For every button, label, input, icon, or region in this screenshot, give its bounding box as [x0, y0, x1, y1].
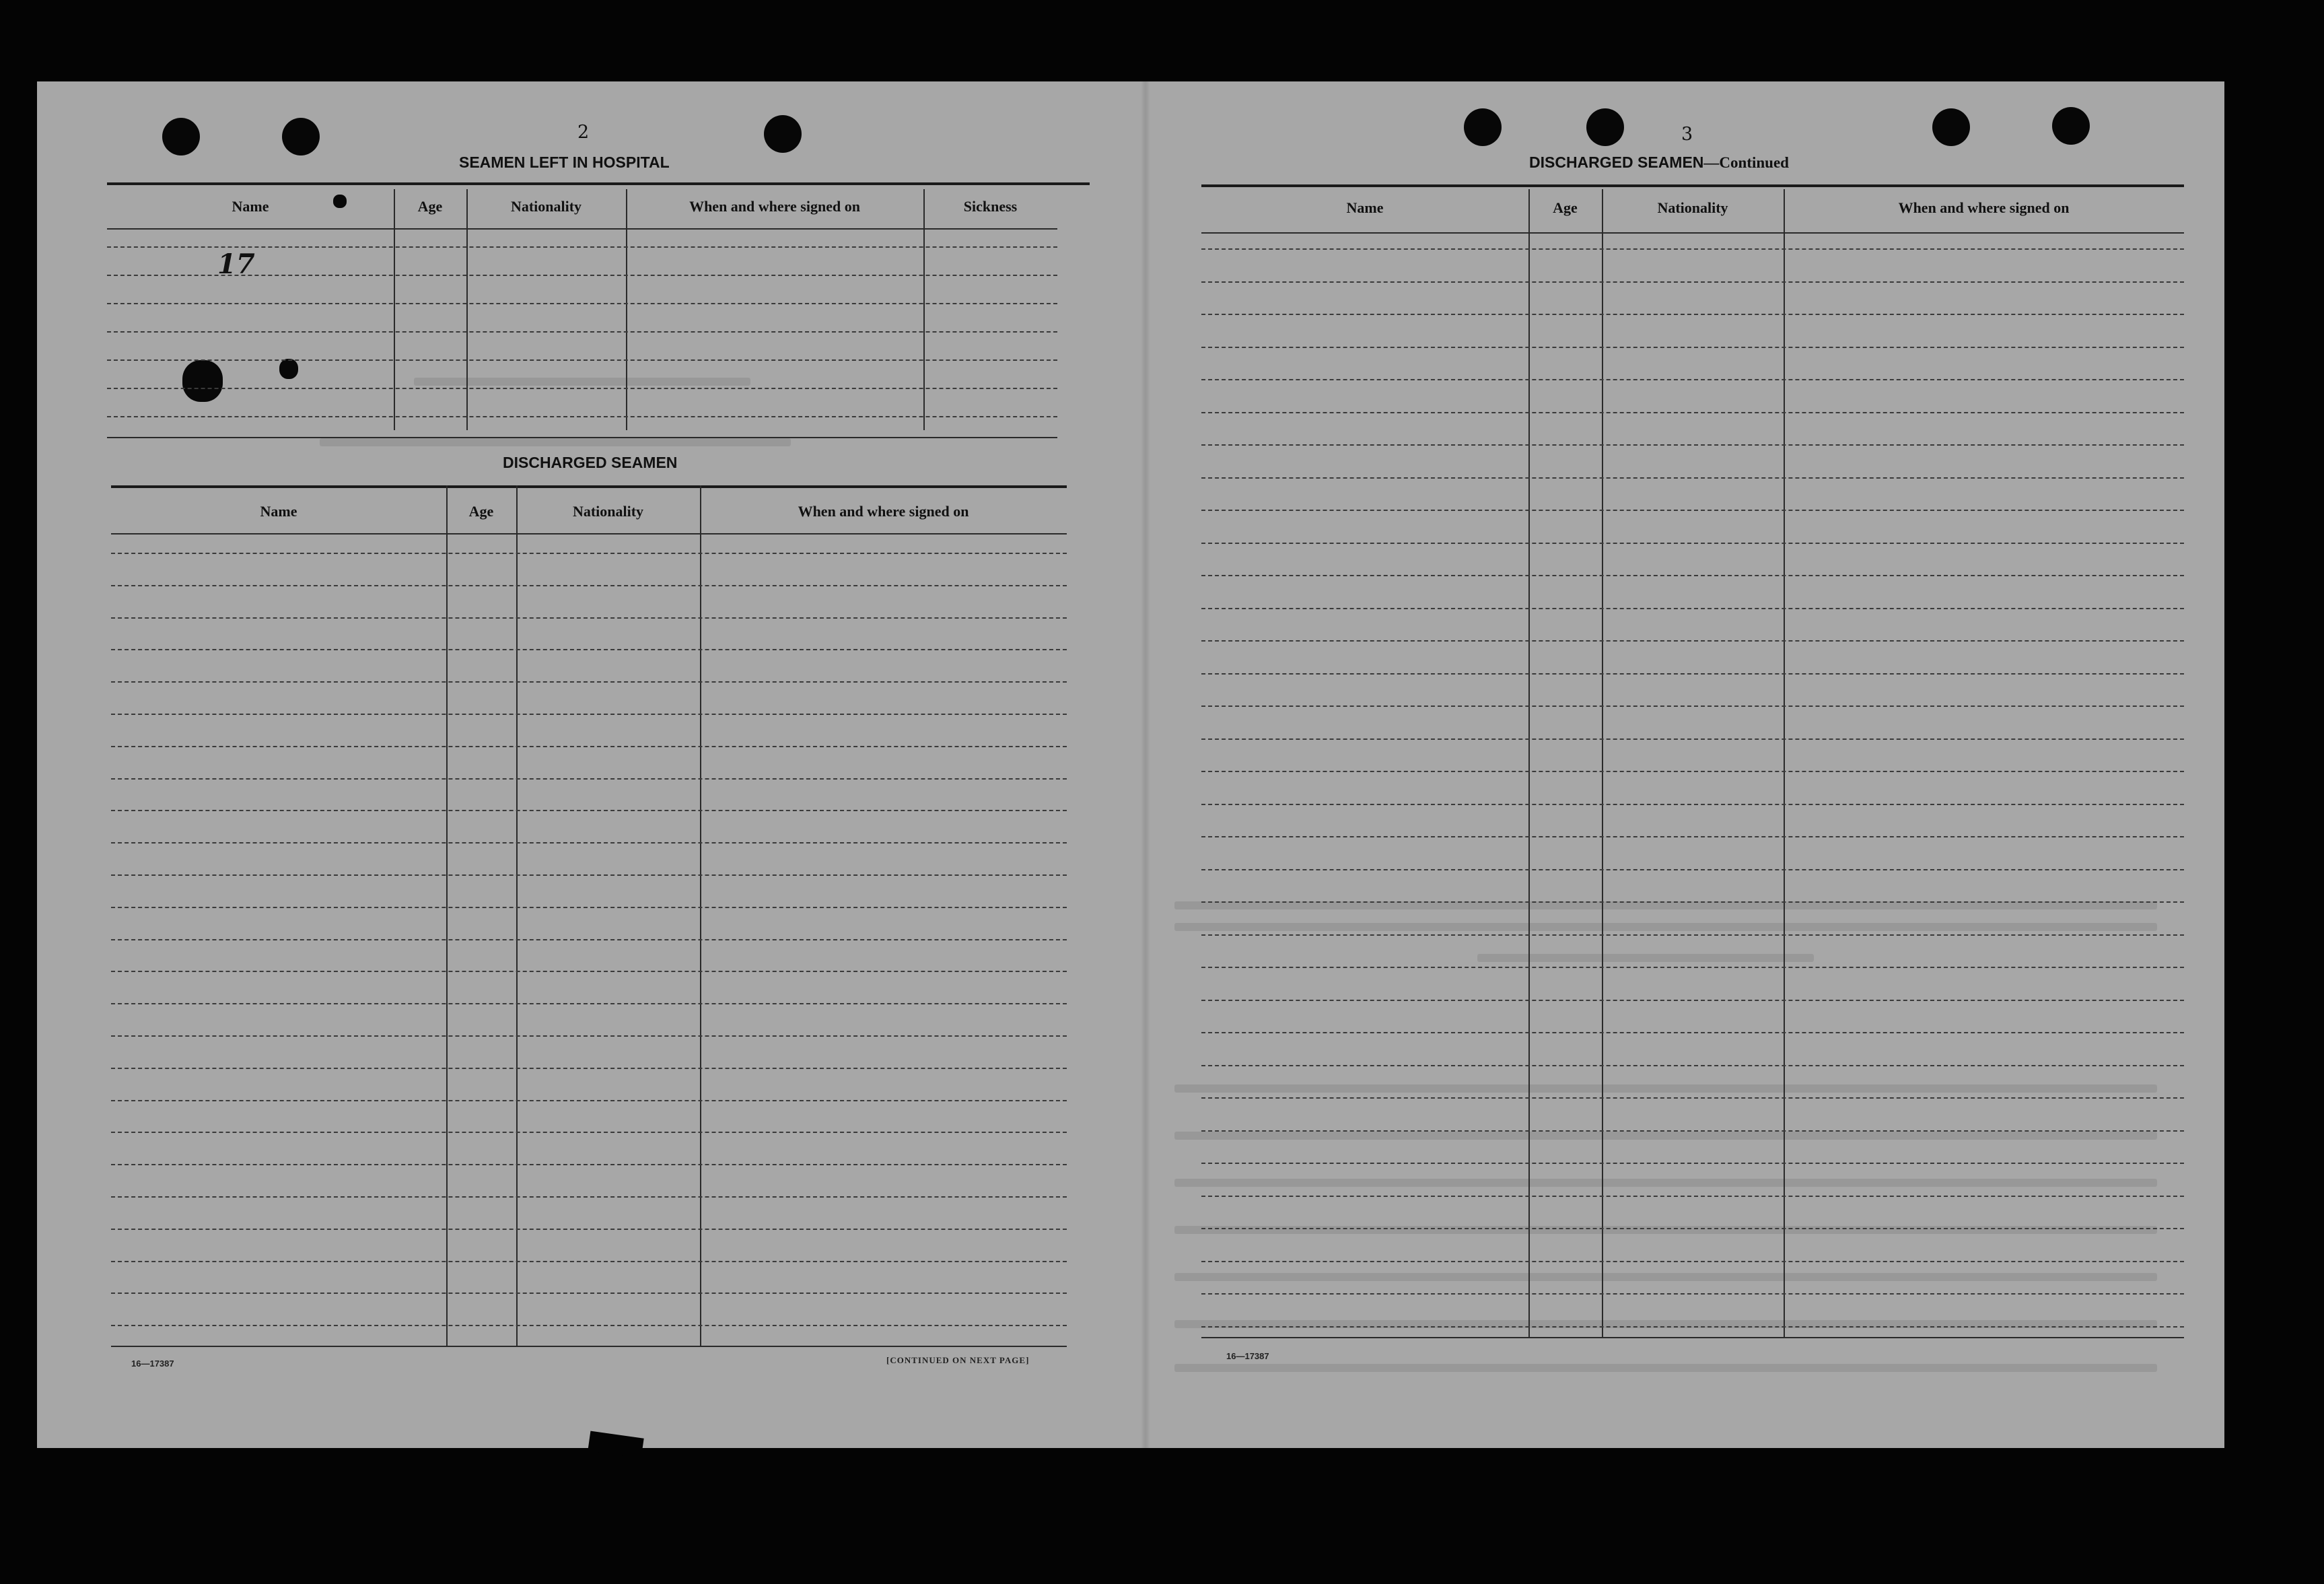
table-row-line [1201, 934, 2184, 936]
hospital-header-name: Name [232, 198, 269, 215]
table-row-line [107, 331, 1057, 333]
table-row-line [111, 1068, 1067, 1069]
table-row-line [1201, 1065, 2184, 1066]
punch-hole [1586, 108, 1624, 146]
title-suffix: —Continued [1703, 154, 1789, 171]
table-row-line [111, 1325, 1067, 1326]
table-row-line [107, 359, 1057, 361]
table-row-line [111, 649, 1067, 650]
torn-edge [588, 1431, 643, 1459]
table-row-line [111, 1229, 1067, 1230]
form-number: 16—17387 [1226, 1351, 1269, 1361]
table-row-line [1201, 281, 2184, 283]
discharged-header-1: Age [468, 503, 494, 520]
form-number: 16—17387 [131, 1358, 174, 1369]
discharged-header-3: When and where signed on [798, 503, 969, 520]
discharged-section-title: DISCHARGED SEAMEN [503, 454, 678, 471]
table-bottom-rule [1201, 1337, 2184, 1338]
table-row-line [111, 778, 1067, 780]
table-row-line [111, 553, 1067, 554]
table-row-line [1201, 1163, 2184, 1164]
table-row-line [1201, 608, 2184, 609]
table-row-line [1201, 1097, 2184, 1099]
table-row-line [1201, 1000, 2184, 1001]
column-divider [1528, 189, 1530, 1337]
table-row-line [107, 388, 1057, 389]
discharged-header-0: Name [260, 503, 297, 520]
table-bottom-rule [107, 437, 1057, 438]
table-row-line [111, 1293, 1067, 1294]
table-row-line [1201, 804, 2184, 805]
table-row-line [111, 907, 1067, 908]
table-row-line [1201, 1196, 2184, 1197]
table-row-line [1201, 444, 2184, 446]
bleed-through [1174, 1273, 2157, 1281]
table-row-line [1201, 1293, 2184, 1295]
table-row-line [1201, 1130, 2184, 1132]
column-divider [923, 189, 925, 430]
section-rule [107, 182, 1090, 185]
table-row-line [111, 617, 1067, 619]
column-divider [626, 189, 627, 430]
punch-hole [2052, 107, 2090, 145]
discharged-continued-title [1529, 153, 1789, 172]
table-row-line [1201, 1261, 2184, 1262]
table-row-line [111, 1132, 1067, 1133]
table-row-line [1201, 477, 2184, 479]
table-row-line [111, 842, 1067, 843]
table-row-line [111, 1261, 1067, 1262]
table-row-line [111, 1035, 1067, 1037]
bleed-through [1174, 1179, 2157, 1187]
discharged-header-2: Nationality [572, 503, 644, 520]
bleed-through [1477, 954, 1814, 962]
bleed-through [414, 378, 750, 386]
hospital-section-title: SEAMEN LEFT IN HOSPITAL [459, 153, 670, 171]
table-row-line [107, 303, 1057, 304]
table-row-line [111, 1003, 1067, 1004]
table-row-line [1201, 412, 2184, 413]
table-row-line [111, 714, 1067, 715]
page-number: 2 [577, 122, 590, 143]
header-rule [107, 228, 1057, 230]
table-row-line [1201, 314, 2184, 315]
bleed-through [1174, 1084, 2157, 1093]
table-row-line [1201, 1228, 2184, 1229]
bleed-through [1174, 923, 2157, 931]
section-rule [111, 485, 1067, 488]
table-row-line [1201, 510, 2184, 511]
header-rule [1201, 232, 2184, 234]
document-sheet [37, 81, 2224, 1448]
table-row-line [1201, 901, 2184, 903]
punch-hole [282, 118, 320, 156]
column-divider [516, 485, 518, 1347]
table-row-line [1201, 575, 2184, 576]
column-divider [1602, 189, 1603, 1337]
ink-blot [182, 360, 223, 402]
bleed-through [1174, 1226, 2157, 1234]
column-divider [446, 485, 448, 1347]
page-fold [1141, 81, 1150, 1448]
handwritten-mark: 17 [217, 248, 255, 280]
punch-hole [1932, 108, 1970, 146]
table-bottom-rule [111, 1346, 1067, 1347]
table-row-line [1201, 1326, 2184, 1328]
header-rule [111, 533, 1067, 535]
continued-header-0: Name [1346, 199, 1384, 216]
continued-header-2: Nationality [1657, 199, 1728, 216]
table-row-line [111, 746, 1067, 747]
table-row-line [111, 874, 1067, 876]
table-row-line [1201, 673, 2184, 675]
table-row-line [1201, 1032, 2184, 1033]
table-row-line [111, 971, 1067, 972]
table-row-line [1201, 347, 2184, 348]
bleed-through [1174, 1132, 2157, 1140]
bleed-through [1174, 1364, 2157, 1372]
table-row-line [1201, 543, 2184, 544]
column-divider [394, 189, 395, 430]
table-row-line [111, 585, 1067, 586]
table-row-line [111, 681, 1067, 683]
table-row-line [1201, 248, 2184, 250]
table-row-line [1201, 771, 2184, 772]
ink-blot [279, 359, 298, 379]
table-row-line [1201, 705, 2184, 707]
column-divider [466, 189, 468, 430]
column-divider [700, 485, 701, 1347]
hospital-header-age: Age [417, 198, 443, 215]
section-rule [1201, 184, 2184, 187]
continued-header-1: Age [1553, 199, 1578, 216]
hospital-header-sickness: Sickness [963, 198, 1018, 215]
table-row-line [111, 1196, 1067, 1198]
table-row-line [107, 275, 1057, 276]
continued-note: [CONTINUED ON NEXT PAGE] [886, 1355, 1030, 1365]
punch-hole [764, 115, 802, 153]
column-divider [1784, 189, 1785, 1337]
hospital-header-nationality: Nationality [510, 198, 582, 215]
table-row-line [111, 1164, 1067, 1165]
table-row-line [111, 810, 1067, 811]
title-main: DISCHARGED SEAMEN [1529, 153, 1704, 171]
punch-hole [162, 118, 200, 156]
table-row-line [107, 416, 1057, 417]
table-row-line [107, 246, 1057, 248]
page-number: 3 [1681, 124, 1693, 145]
table-row-line [1201, 869, 2184, 870]
table-row-line [1201, 738, 2184, 740]
table-row-line [1201, 640, 2184, 642]
hospital-header-signed-on: When and where signed on [689, 198, 860, 215]
punch-hole [1464, 108, 1502, 146]
continued-header-3: When and where signed on [1898, 199, 2070, 216]
table-row-line [1201, 836, 2184, 837]
table-row-line [111, 1100, 1067, 1101]
bleed-through [320, 438, 791, 446]
table-row-line [111, 939, 1067, 940]
table-row-line [1201, 379, 2184, 380]
table-row-line [1201, 967, 2184, 968]
